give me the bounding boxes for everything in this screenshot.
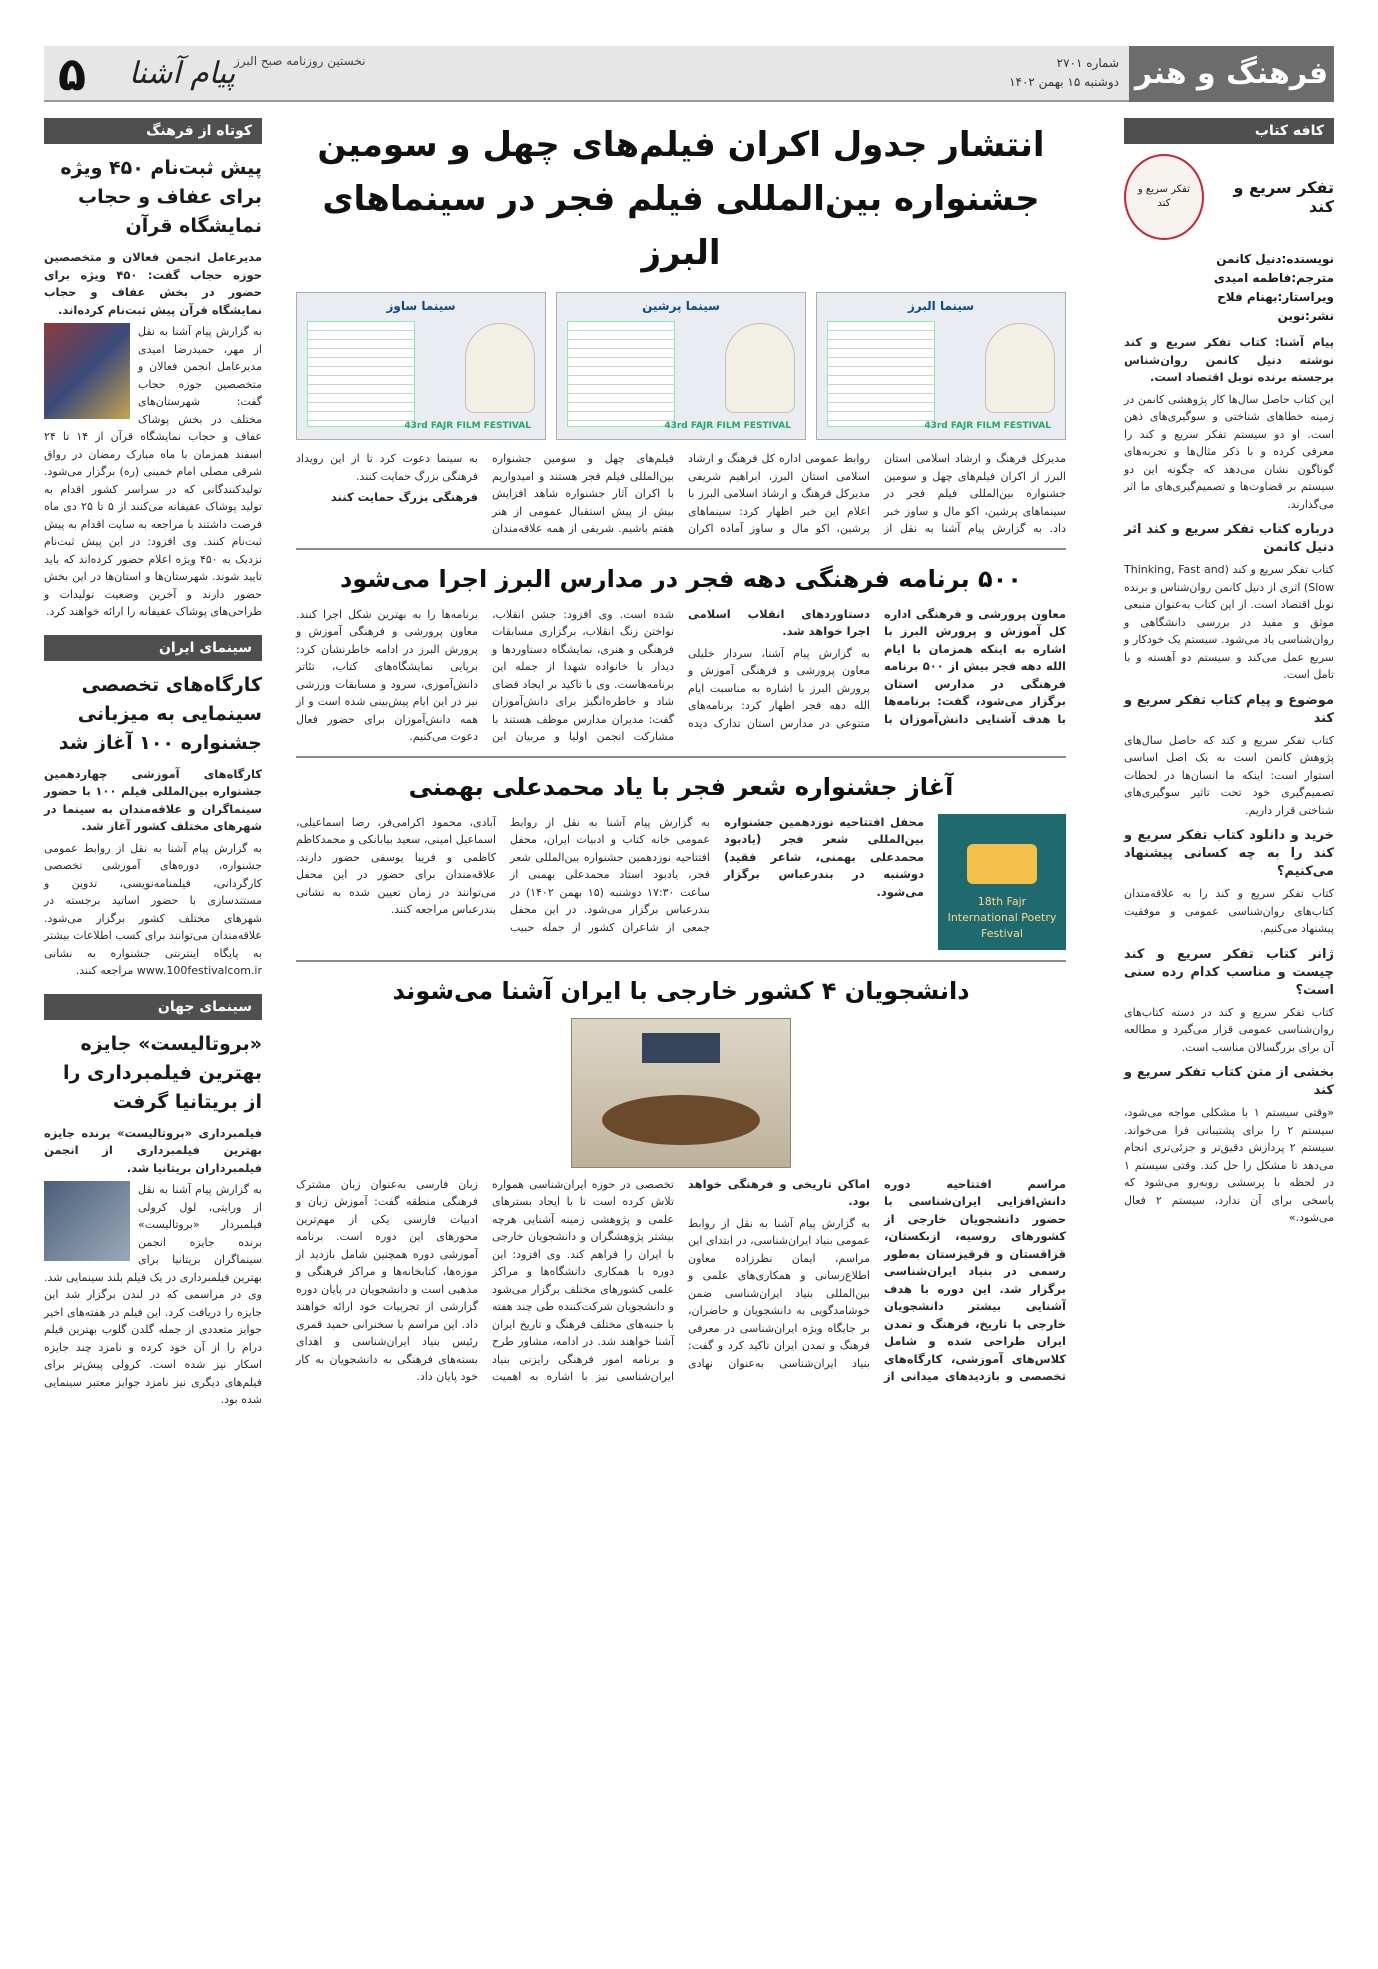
cinematographer-photo (44, 1181, 130, 1261)
book-paragraph: کتاب تفکر سریع و کند (Thinking, Fast and Slow) اثری از دنیل کانمن روان‌شناس و برنده نوبل اقتصاد است. از این کتاب به‌عنوان منبعی موثق و مفید در بررسی دانشگاهی و روان‌شناسی یاد می‌شود. سیستم یک خودکار و سریع عمل می‌کند و سیستم دو آهسته و با تامل است. (1124, 563, 1335, 681)
brief-intro: مدیرعامل انجمن فعالان و متخصصین حوزه حجاب گفت: ۴۵۰ ویژه برای حضور در بخش عفاف و حجاب نمایشگاه قرآن پیش ثبت‌نام کرده‌اند. (44, 250, 262, 317)
brief-body (44, 1125, 262, 1409)
divider (296, 756, 1066, 758)
meeting-table (602, 1095, 760, 1145)
world-cinema-label: سینمای جهان (44, 994, 262, 1020)
main-headline: انتشار جدول اکران فیلم‌های چهل و سومین جشنواره بین‌المللی فیلم فجر در سینماهای البرز (317, 125, 1045, 273)
book-paragraph: کتاب تفکر سریع و کند که حاصل سال‌های پژوهش کانمن است به یک اصل اساسی استوار است: اینکه ما انسان‌ها در لحظات تصمیم‌گیری خود تحت تاثیر سوگیری‌های شناختی قرار داریم. (1124, 733, 1334, 817)
poster-title: سینما البرز (907, 299, 975, 313)
book-subheading: خرید و دانلود کتاب تفکر سریع و کند را به چه کسانی پیشنهاد می‌کنیم؟ (1124, 828, 1334, 879)
brief-title: «بروتالیست» جایزه بهترین فیلمبرداری را از بریتانیا گرفت (62, 1032, 262, 1113)
book-paragraph: کتاب تفکر سریع و کند را به علاقه‌مندان کتاب‌های روان‌شناسی عمومی و موفقیت پیشنهاد می‌کنیم. (1124, 887, 1334, 935)
book-cafe-column (1124, 118, 1334, 1231)
book-subheading: موضوع و پیام کتاب تفکر سریع و کند (1124, 692, 1334, 726)
article-text: به گزارش پیام آشنا به نقل از روابط عمومی بنیاد ایران‌شناسی، در ابتدای این مراسم، ایمان نظرزاده معاون اطلاع‌رسانی و همکاری‌های علمی و بین‌المللی بنیاد ایران‌شناسی ضمن خوشامدگویی به دانشجویان و حاضران، بر جایگاه ویژه ایران‌شناسی در معرفی فرهنگ و تمدن ایران تاکید کرد و گفت: بنیاد ایران‌شناسی به‌عنوان نهادی تخصصی در حوزه ایران‌شناسی همواره تلاش کرده است تا با ایجاد بسترهای علمی و پژوهشی زمینه آشنایی هرچه بیشتر پژوهشگران و دانشجویان خارجی با ایران را فراهم کند. وی افزود: این دوره با همکاری دانشگاه‌ها و مراکز علمی کشورهای مختلف برگزار می‌شود و دانشجویان شرکت‌کننده طی چند هفته با جنبه‌های مختلف فرهنگ و تاریخ ایران آشنا خواهند شد. در ادامه، مشاور طرح و برنامه امور فرهنگی رایزنی بنیاد ایران‌شناسی نیز با اشاره به اهمیت زبان فارسی به‌عنوان زبان مشترک فرهنگی منطقه گفت: آموزش زبان و ادبیات فارسی یکی از مهم‌ترین محورهای این دوره است. برنامه آموزشی دوره همچنین شامل بازدید از موزه‌ها، کتابخانه‌ها و مراکز فرهنگی و مذهبی است و دانشجویان در پایان دوره گزارشی از تجربیات خود ارائه خواهند داد. این مراسم با سخنرانی حمید قمری رئیس بنیاد ایران‌شناسی و اهدای بسته‌های فرهنگی به دانشجویان به کار خود پایان داد. (296, 1177, 870, 1383)
poster-portrait (465, 323, 535, 413)
poster-title: سینما ساوز (386, 299, 456, 313)
brief-text: به گزارش پیام آشنا به نقل از مهر، حمیدرضا امیدی مدیرعامل انجمن فعالان و متخصصین حوزه حجاب گفت: شهرستان‌های مختلف در بخش پوشاک عفاف و حجاب نمایشگاه قرآن از ۱۴ تا ۲۴ اسفند همزمان با ماه مبارک رمضان در رواق شرقی مصلی امام خمینی (ره) برگزار می‌شود. تولیدکنندگانی که در سراسر کشور اقدام به تولید پوشاک عفیفانه می‌کنند از ۵ تا ۲۵ دی ماه فرصت داشتند با مراجعه به سایت اقدام به پیش ثبت‌نام کنند. وی افزود: در این پیش ثبت‌نام نزدیک به ۴۵۰ ویژه اعلام حضور کرده‌اند که باید تایید شوند. شهرستان‌ها و استان‌ها در این بخش حضور دارند و آخرین وضعیت تولیدات و طراحی‌های پوشاک عفیفانه را ارائه خواهند کرد. (44, 325, 262, 618)
page-header (44, 46, 1334, 102)
poster-badge: 43rd FAJR FILM FESTIVAL (924, 421, 1051, 431)
article-headline: دانشجویان ۴ کشور خارجی با ایران آشنا می‌شوند (392, 976, 970, 1005)
news-briefs-column (44, 118, 262, 1413)
book-cover-image: تفکر سریع و کند (1124, 154, 1204, 240)
issue-number: شماره ۲۷۰۱ (1056, 56, 1119, 70)
festival-logo-icon (967, 844, 1037, 884)
poster-portrait (725, 323, 795, 413)
article-fajr-film (296, 450, 1066, 538)
poster-schedule-table (567, 321, 675, 427)
article-text: مدیرکل فرهنگ و ارشاد اسلامی استان البرز از اکران فیلم‌های چهل و سومین جشنواره بین‌المللی فیلم فجر در سینماهای پرشین، اکو مال و ساوز خبر داد. به گزارش پیام آشنا به نقل از روابط عمومی اداره کل فرهنگ و ارشاد اسلامی استان البرز، ابراهیم شریفی مدیرکل فرهنگ و ارشاد اسلامی البرز با اعلام این خبر اظهار کرد: سینماهای پرشین، اکو مال و ساوز آماده اکران فیلم‌های چهل و سومین جشنواره بین‌المللی فیلم فجر هستند و امیدواریم با اکران آثار جشنواره شاهد افزایش بیش از پیش استقبال عمومی از هنر هفتم باشیم. شریفی از همه علاقه‌مندان به سینما دعوت کرد تا از این رویداد فرهنگی بزرگ حمایت کنند. (296, 452, 1066, 535)
book-paragraph: این کتاب حاصل سال‌ها کار پژوهشی کانمن در زمینه خطاهای شناختی و سوگیری‌های ذهن است. او دو سیستم تفکر سریع و کند را معرفی کرده و با ذکر مثال‌ها و تجربه‌های گوناگون نشان می‌دهد که چگونه این دو سیستم بر قضاوت‌ها و تصمیم‌گیری‌های ما اثر می‌گذارند. (1124, 392, 1334, 511)
culture-brief-label: کوتاه از فرهنگ (44, 118, 262, 144)
page-number: ۵ (58, 47, 87, 101)
brief-text: به گزارش پیام آشنا به نقل از روابط عمومی جشنواره، دوره‌های آموزشی تخصصی کارگردانی، فیلمنامه‌نویسی، تدوین و مستندسازی با حضور اساتید برجسته در شهرهای مختلف کشور برگزار می‌شود. علاقه‌مندان می‌توانند برای کسب اطلاعات بیشتر به پایگاه اینترنتی جشنواره به نشانی www.100festivalcom.ir مراجعه کنند. (44, 841, 262, 977)
poster-portrait (985, 323, 1055, 413)
article-text: به گزارش پیام آشنا به نقل از روابط عمومی خانه کتاب و ادبیات ایران، محفل افتتاحیه نوزدهمین جشنواره بین‌المللی شعر فجر، یادبود استاد محمدعلی بهمنی از ساعت ۱۷:۳۰ دوشنبه (۱۵ بهمن ۱۴۰۲) در بندرعباس برگزار می‌شود. در این محفل جمعی از شاعران کشور از جمله حبیب آبادی، محمود اکرامی‌فر، رضا اسماعیلی، اسماعیل امینی، سعید بیابانکی و محمدکاظم کاظمی و فریبا یوسفی حضور دارند. علاقه‌مندان برای حضور در این محفل می‌توانند در زمان تعیین شده به نشانی بندرعباس مراجعه کنند. (296, 815, 711, 934)
article-intro: محفل افتتاحیه نوزدهمین جشنواره بین‌المللی شعر فجر (یادبود محمدعلی بهمنی، شاعر فقید) دوشنبه در بندرعباس برگزار می‌شود. (724, 814, 924, 899)
poetry-article-body (296, 814, 924, 937)
brief-title: پیش ثبت‌نام ۴۵۰ ویژه برای عفاف و حجاب نمایشگاه قرآن (60, 157, 262, 237)
brief-title: کارگاه‌های تخصصی سینمایی به میزبانی جشنواره ۱۰۰ آغاز شد (58, 673, 262, 754)
brief-body (44, 249, 262, 621)
book-review-text (1124, 334, 1334, 1227)
book-paragraph: «وقتی سیستم ۱ با مشکلی مواجه می‌شود، سیستم ۲ را برای پشتیبانی فرا می‌خواند. سیستم ۲ پردازش دقیق‌تر و جزئی‌تری انجام می‌دهد تا مشکل را حل کند. وقتی سیستم ۱ در لحظه با پرسشی روبه‌رو می‌شود که پاسخی برای آن ندارد، سیستم ۲ فعال می‌شود.» (1124, 1106, 1334, 1224)
book-header (1124, 154, 1334, 240)
article-text: به گزارش پیام آشنا، سردار خلیلی معاون پرورشی و فرهنگی آموزش و پرورش البرز با اشاره به مناسبت ایام الله دهه فجر اظهار کرد: برنامه‌های متنوعی در مدارس استان تدارک دیده شده است. وی افزود: جشن انقلاب، نواختن زنگ انقلاب، برگزاری مسابقات فرهنگی و هنری، نمایشگاه دستاوردها و دیدار با خانواده شهدا از جمله این برنامه‌هاست. وی با تاکید بر ایجاد فضای شاد و خاطره‌انگیز برای دانش‌آموزان گفت: مدیران مدارس موظف هستند با مشارکت انجمن اولیا و مربیان این برنامه‌ها را به بهترین شکل اجرا کنند. معاون پرورشی و فرهنگی آموزش و پرورش البرز در ادامه خاطرنشان کرد: برپایی نمایشگاه‌های کتاب، تئاتر دانش‌آموزی، سرود و مسابقات ورزشی نیز در این ایام پیش‌بینی شده است و از همه دانش‌آموزان برای حضور فعال دعوت می‌کنیم. (296, 607, 870, 743)
article-headline: ۵۰۰ برنامه فرهنگی دهه فجر در مدارس البرز اجرا می‌شود (340, 564, 1022, 593)
cinema-schedule-poster (556, 292, 806, 440)
book-subheading: درباره کتاب تفکر سریع و کند اثر دنیل کانمن (1124, 522, 1334, 555)
issue-date: دوشنبه ۱۵ بهمن ۱۴۰۲ (1009, 75, 1119, 89)
poetry-poster-caption: 18th Fajr International Poetry Festival (947, 894, 1057, 940)
poster-badge: 43rd FAJR FILM FESTIVAL (664, 421, 791, 431)
meeting-screen (642, 1033, 720, 1063)
newspaper-tagline: نخستین روزنامه صبح البرز (234, 54, 366, 68)
book-translator: مترجم:فاطمه امیدی (1213, 271, 1334, 285)
article-intro: معاون پرورشی و فرهنگی اداره کل آموزش و پرورش البرز با اشاره به اینکه همزمان با ایام الله دهه فجر بیش از ۵۰۰ برنامه فرهنگی در مدارس استان برگزار می‌شود، گفت: برنامه‌ها با هدف آشنایی دانش‌آموزان با دستاوردهای انقلاب اسلامی اجرا خواهد شد. (688, 606, 1066, 726)
article-subheading: فرهنگی بزرگ حمایت کنند (330, 490, 478, 504)
book-author: نویسنده:دنیل کانمن (1216, 252, 1334, 266)
cinema-schedule-poster (816, 292, 1066, 440)
book-editor: ویراستار:بهنام فلاح (1217, 290, 1334, 304)
meeting-photo (571, 1018, 791, 1168)
festival-posters (296, 292, 1066, 440)
brief-intro: کارگاه‌های آموزشی چهاردهمین جشنواره بین‌المللی فیلم ۱۰۰ با حضور سینماگران و علاقه‌مندان به سینما در شهرهای مختلف کشور آغاز شد. (44, 766, 262, 833)
book-publisher: نشر:نوین (1277, 309, 1334, 323)
poster-badge: 43rd FAJR FILM FESTIVAL (404, 421, 531, 431)
iran-cinema-label: سینمای ایران (44, 635, 262, 661)
poster-schedule-table (827, 321, 935, 427)
article-intro: مراسم افتتاحیه دوره دانش‌افزایی ایران‌شناسی با حضور دانشجویان خارجی از کشورهای روسیه، ازبکستان، قزاقستان و قرقیزستان به‌طور رسمی در بنیاد ایران‌شناسی برگزار شد. این دوره با هدف آشنایی بیشتر دانشجویان خارجی با تاریخ، فرهنگ و تمدن ایران طراحی شده و شامل کلاس‌های آموزشی، کارگاه‌های تخصصی و بازدیدهای میدانی از اماکن تاریخی و فرهنگی خواهد بود. (688, 1176, 1066, 1383)
clothing-exhibition-photo (44, 323, 130, 419)
article-school-programs (296, 606, 1066, 746)
book-subheading: ژانر کتاب تفکر سریع و کند چیست و مناسب کدام رده سنی است؟ (1124, 946, 1334, 998)
book-lead: پیام آشنا: کتاب تفکر سریع و کند نوشته دنیل کانمن روان‌شناس برجسته برنده نوبل اقتصاد است. (1124, 335, 1334, 384)
brief-body (44, 766, 262, 980)
divider (296, 548, 1066, 550)
cinema-schedule-poster (296, 292, 546, 440)
poetry-festival-poster (938, 814, 1066, 950)
main-content (296, 118, 1066, 1386)
poster-title: سینما پرشین (642, 299, 720, 313)
divider (296, 960, 1066, 962)
article-headline: آغاز جشنواره شعر فجر با یاد محمدعلی بهمنی (408, 772, 954, 801)
book-paragraph: کتاب تفکر سریع و کند در دسته کتاب‌های روان‌شناسی عمومی قرار می‌گیرد و مطالعه آن برای بزرگسالان مناسب است. (1124, 1005, 1334, 1054)
article-poetry-festival (296, 814, 1066, 950)
book-credits (1124, 250, 1334, 326)
section-title: فرهنگ و هنر (1129, 46, 1334, 102)
book-title: تفکر سریع و کند (1233, 178, 1334, 216)
issue-info (1009, 54, 1119, 92)
newspaper-logo: پیام آشنا (129, 56, 236, 91)
brief-text: به گزارش پیام آشنا به نقل از ورایتی، لول کرولی فیلمبردار «بروتالیست» برنده جایزه انجمن سینماگران بریتانیا برای بهترین فیلمبرداری در یک فیلم بلند سینمایی شد. وی در مراسمی که در لندن برگزار شد این جایزه را دریافت کرد. این فیلم در هفته‌های اخیر جوایز متعددی از جمله گلدن گلوب بهترین فیلم درام را از آن خود کرده و نامزد چند جایزه اسکار نیز شده است. کرولی پیش‌تر برای فیلم‌های دیگری نیز نامزد جوایز معتبر سینمایی شده بود. (43, 1183, 262, 1406)
poster-schedule-table (307, 321, 415, 427)
book-subheading: بخشی از متن کتاب تفکر سریع و کند (1124, 1065, 1334, 1098)
brief-intro: فیلمبرداری «بروتالیست» برنده جایزه بهترین فیلمبرداری از انجمن فیلمبرداران بریتانیا شد. (44, 1125, 262, 1175)
article-iran-studies (296, 1176, 1066, 1386)
book-cafe-label: کافه کتاب (1124, 118, 1334, 144)
